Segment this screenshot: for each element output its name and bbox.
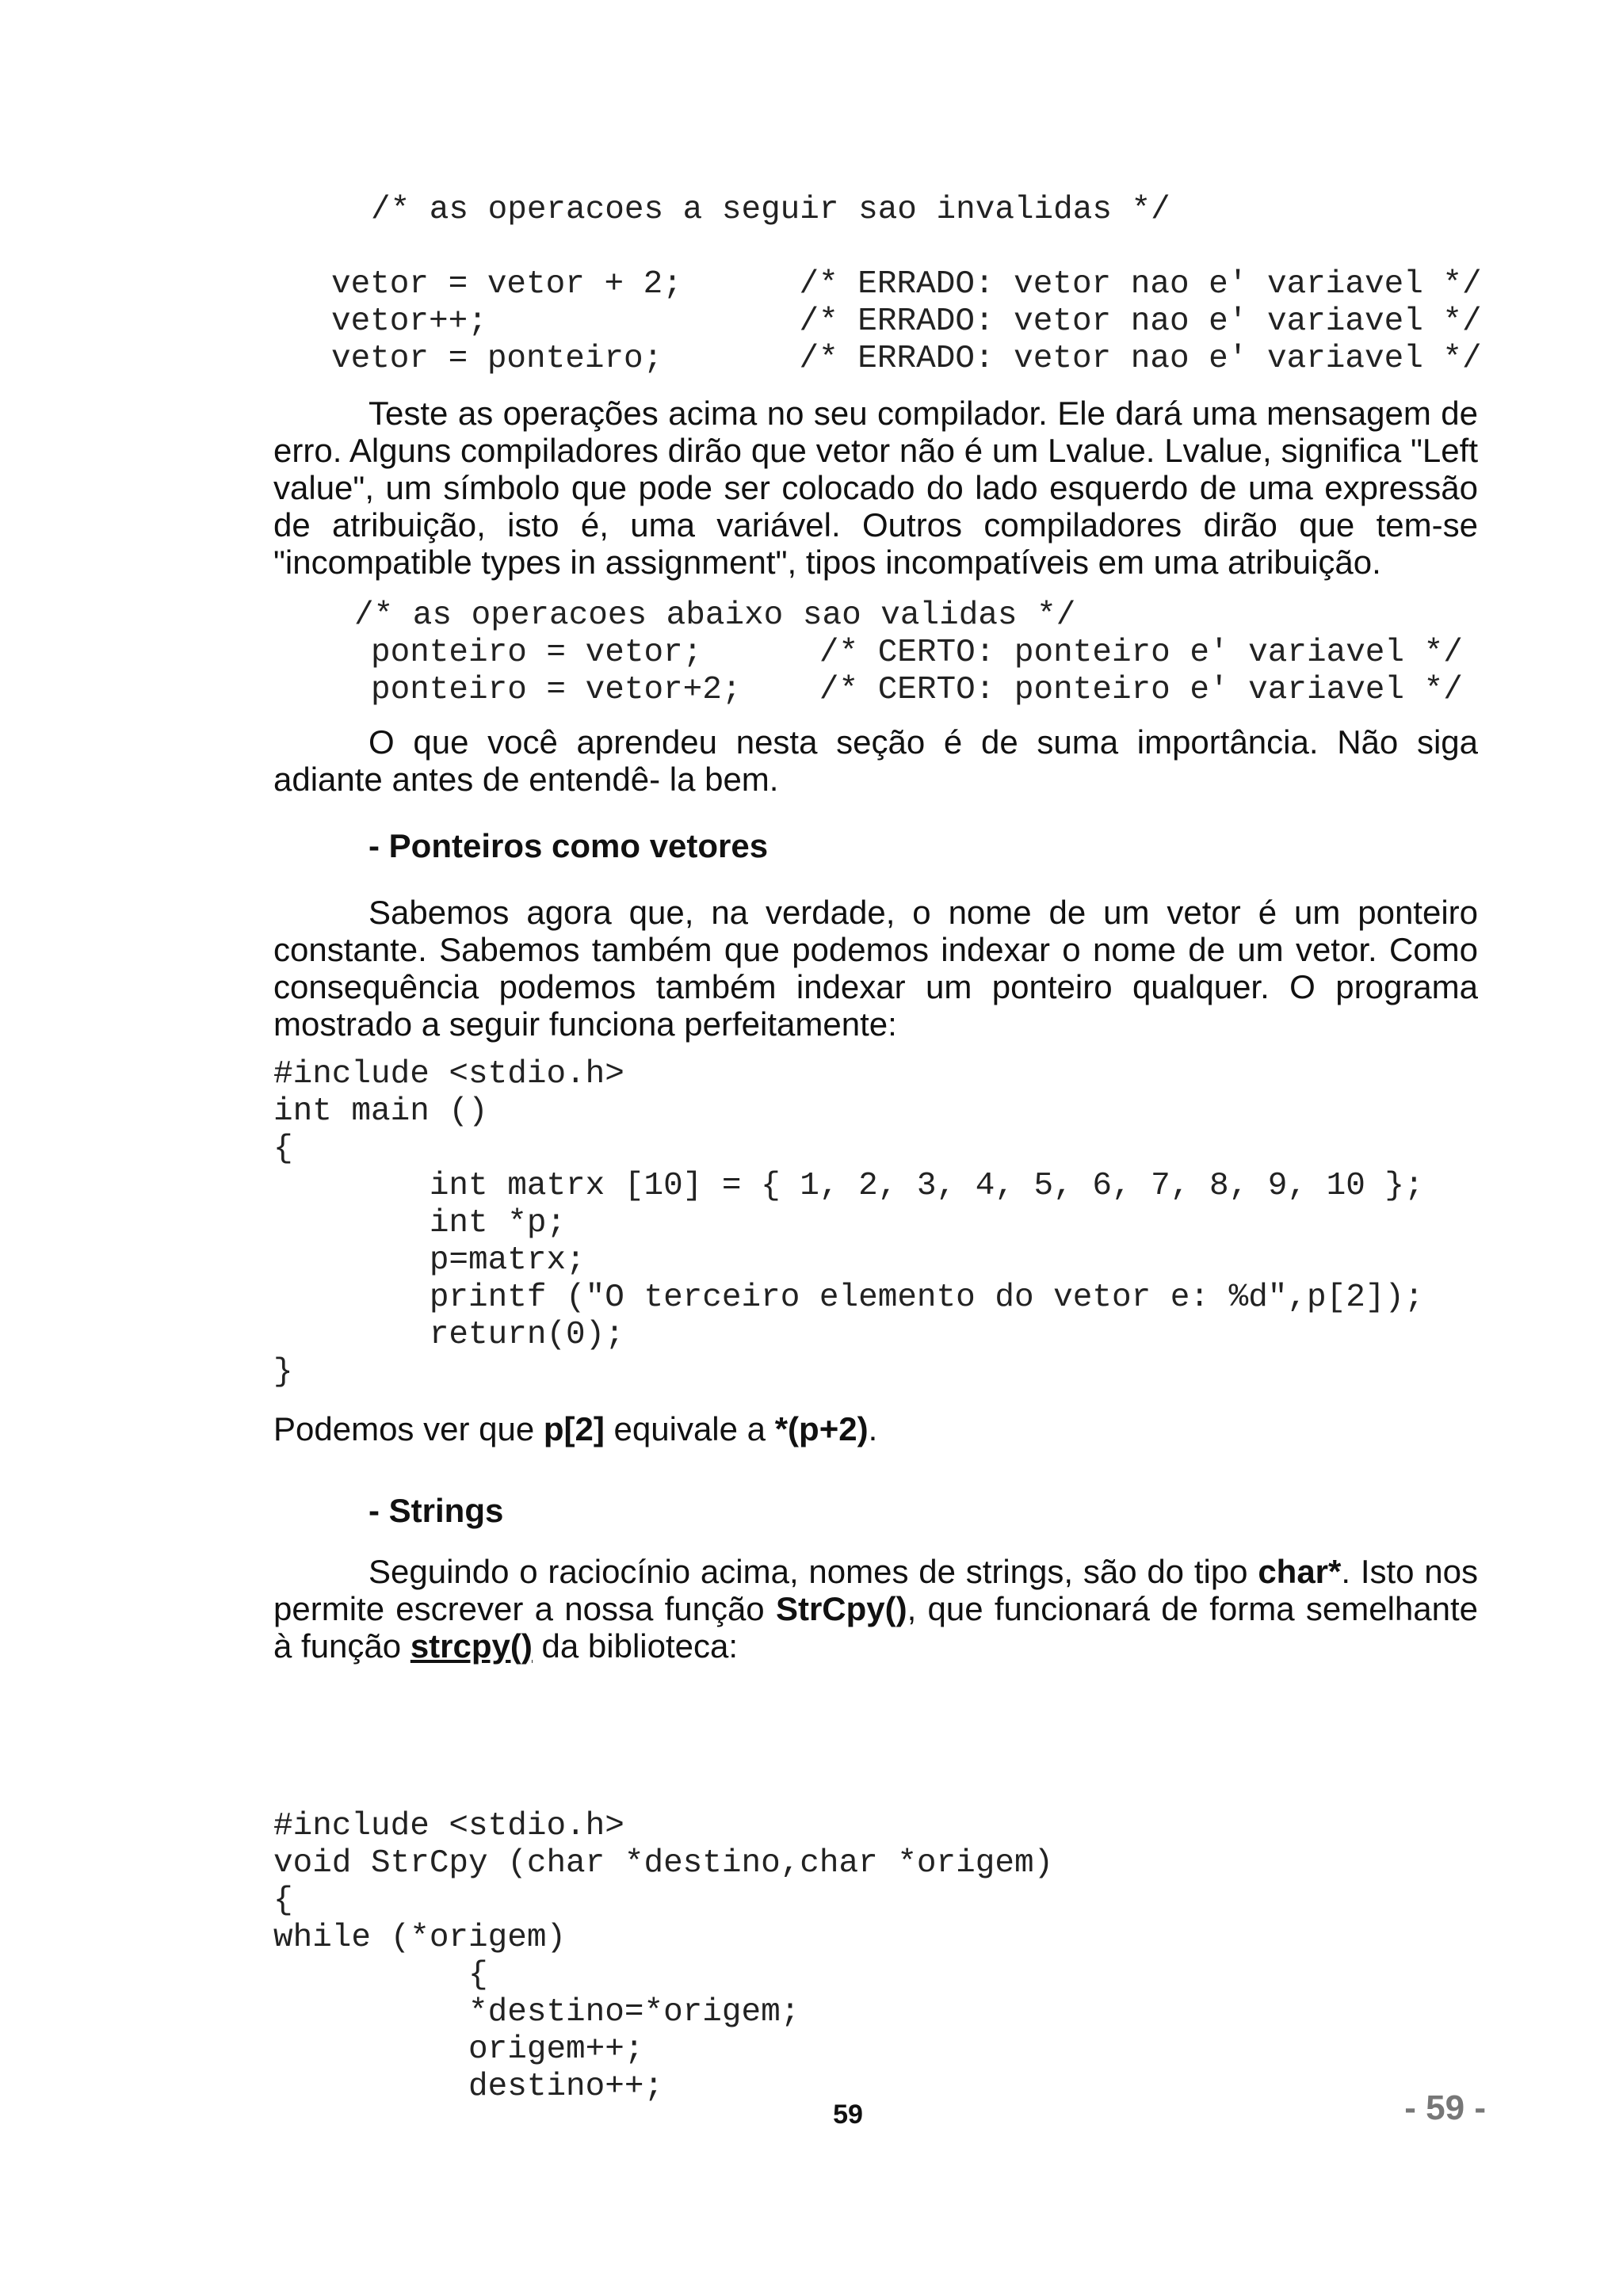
code-line: vetor = vetor + 2; /* ERRADO: vetor nao e' variavel */ (331, 266, 1482, 303)
text: da biblioteca: (532, 1627, 739, 1665)
text: equivale a (604, 1410, 775, 1447)
section-heading-strings: - Strings (369, 1492, 504, 1529)
code-block-program2: #include <stdio.h> void StrCpy (char *destino,char *origem) { while (*origem) { *destino=*origem; origem++; destino++; (273, 1808, 1054, 2105)
code-line: vetor = ponteiro; /* ERRADO: vetor nao e' variavel */ (331, 341, 1482, 377)
text: . (868, 1410, 878, 1447)
paragraph-pointers: Sabemos agora que, na verdade, o nome de um vetor é um ponteiro constante. Sabemos também que podemos indexar o nome de um vetor. Como consequência podemos também indexar um ponteiro qualquer. O programa mostrado a seguir funciona perfeitamente: (273, 894, 1478, 1043)
text: . Isto nos permite escrever a nossa função (273, 1553, 1478, 1627)
code-line: ponteiro = vetor; /* CERTO: ponteiro e' variavel */ (371, 635, 1463, 671)
paragraph-strings (273, 1553, 1478, 1665)
text: , que funcionará de forma semelhante à função (273, 1590, 1478, 1665)
code-comment-valid: /* as operacoes abaixo sao validas */ (354, 597, 1076, 634)
text: Podemos ver que (273, 1410, 544, 1447)
code-expression: p[2] (543, 1410, 605, 1447)
paragraph-equivalence (273, 1410, 1478, 1447)
text: Seguindo o raciocínio acima, nomes de strings, são do tipo (369, 1553, 1258, 1590)
code-line: ponteiro = vetor+2; /* CERTO: ponteiro e' variavel */ (371, 672, 1463, 708)
type-name: char* (1258, 1553, 1342, 1590)
page-number-right: - 59 - (1404, 2088, 1486, 2127)
paragraph-lvalue: Teste as operações acima no seu compilador. Ele dará uma mensagem de erro. Alguns compiladores dirão que vetor não é um Lvalue. Lvalue, significa "Left value", um símbolo que pode ser colocado do lado esquerdo de uma expressão de atribuição, isto é, uma variável. Outros compiladores dirão que tem-se "incompatible types in assignment", tipos incompatíveis em uma atribuição. (273, 395, 1478, 581)
page-number-center: 59 (833, 2100, 863, 2130)
code-block-program1: #include <stdio.h> int main () { int matrx [10] = { 1, 2, 3, 4, 5, 6, 7, 8, 9, 10 }; int *p; p=matrx; printf ("O terceiro elemento do vetor e: %d",p[2]); return(0); } (273, 1056, 1424, 1390)
function-name: StrCpy() (775, 1590, 907, 1627)
code-expression: *(p+2) (774, 1410, 869, 1447)
function-name-underlined: strcpy() (410, 1627, 533, 1665)
paragraph-importance: O que você aprendeu nesta seção é de suma importância. Não siga adiante antes de entendê- la bem. (273, 723, 1478, 798)
section-heading-pointers: - Ponteiros como vetores (369, 827, 769, 864)
code-comment-invalid: /* as operacoes a seguir sao invalidas */ (371, 192, 1170, 228)
code-line: vetor++; /* ERRADO: vetor nao e' variavel */ (331, 303, 1482, 340)
